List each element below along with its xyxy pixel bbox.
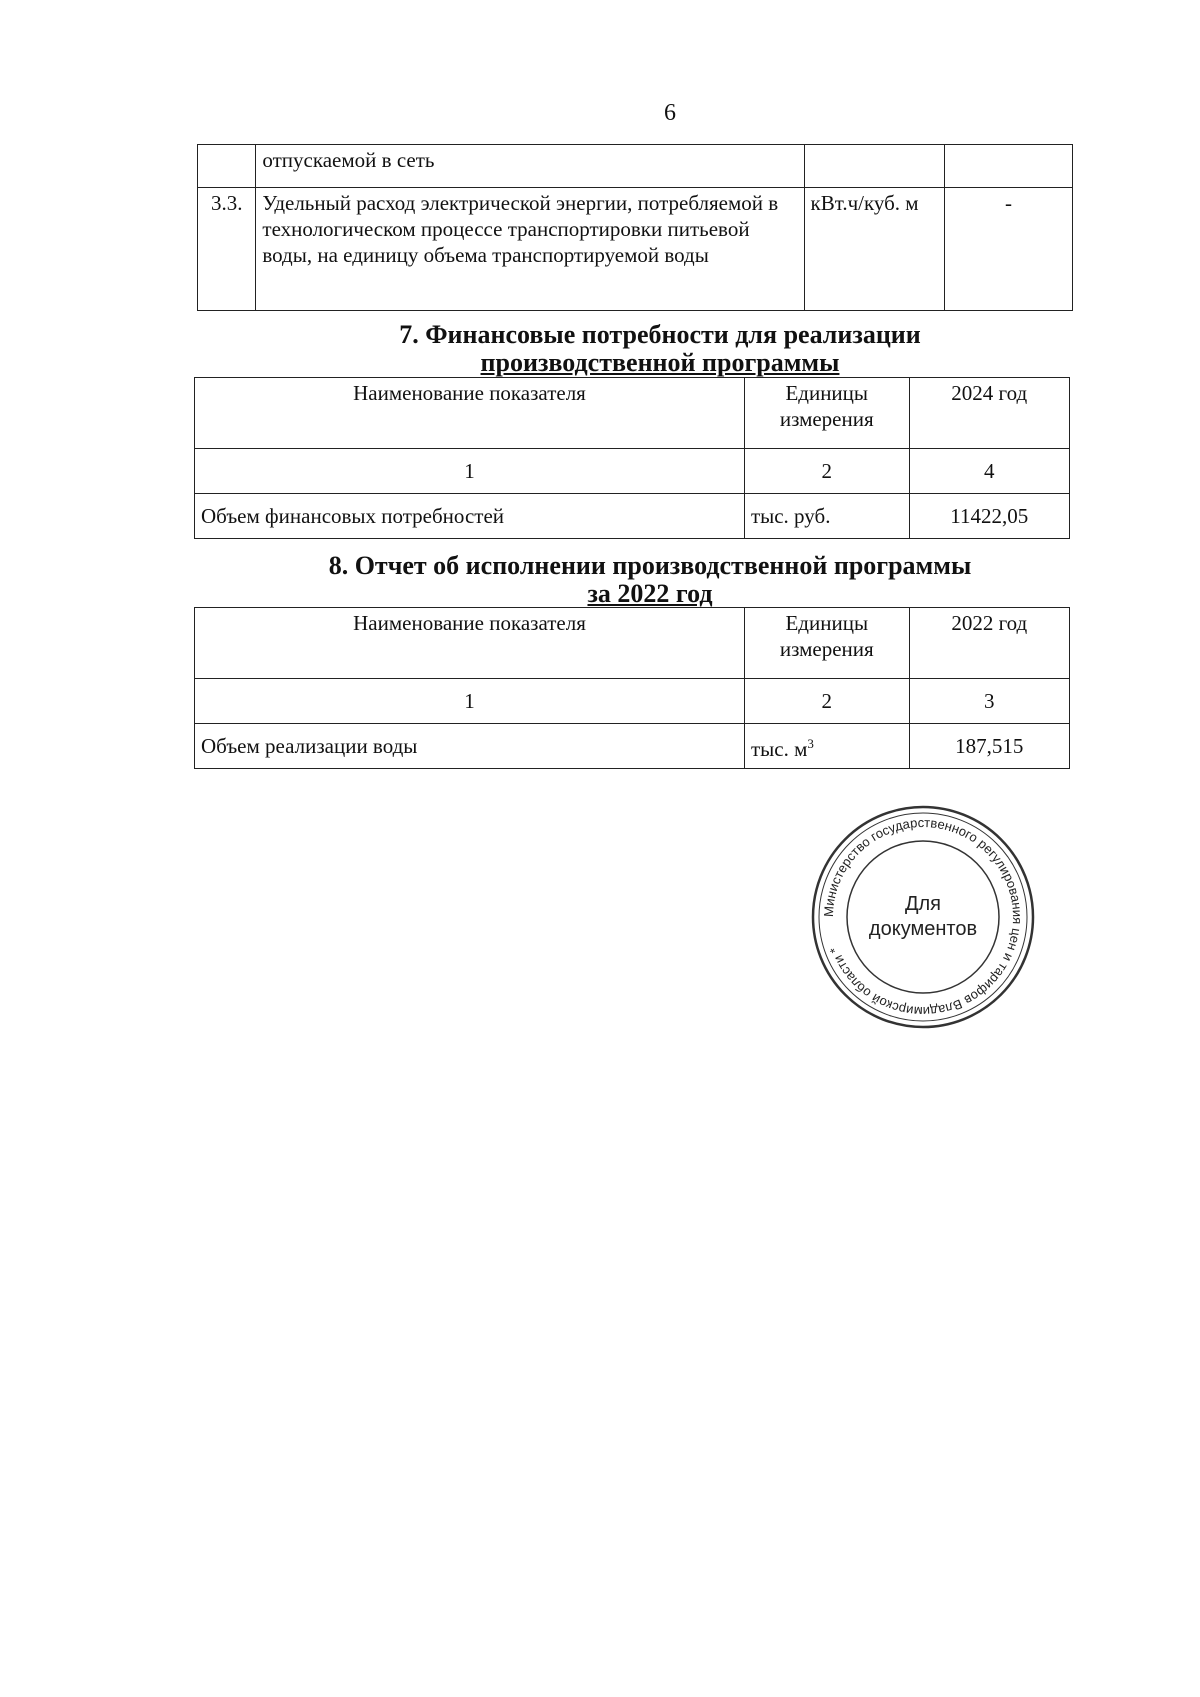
financial-needs-table [194,377,1070,539]
column-index: 2 [745,679,910,724]
indicator-name-cell: Объем реализации воды [195,724,745,769]
column-index: 4 [909,449,1069,494]
table-row [198,145,1073,188]
value-cell: 11422,05 [909,494,1069,539]
stamp-outer-circle [813,807,1033,1027]
header-unit: Единицы измерения [744,378,909,449]
header-indicator-name: Наименование показателя [195,608,745,679]
unit-text: тыс. м [751,736,808,761]
unit-cell: кВт.ч/куб. м [804,188,944,311]
header-year: 2024 год [909,378,1069,449]
page-number: 6 [664,100,676,126]
row-number-cell: 3.3. [198,188,256,311]
section-7-title-line: 7. Финансовые потребности для реализации [399,320,921,349]
section-8-title-line: за 2022 год [587,579,713,608]
table-row [195,724,1070,769]
unit-cell [804,145,944,188]
table-header-row [195,608,1070,679]
section-7-title-line: производственной программы [480,348,840,377]
value-cell [944,145,1072,188]
indicator-name-cell: Объем финансовых потребностей [195,494,745,539]
program-report-table [194,607,1070,769]
table-header-row [195,378,1070,449]
stamp-inner-circle [847,841,999,993]
value-cell: - [944,188,1072,311]
section-8-title [190,552,1110,608]
column-index: 3 [909,679,1069,724]
stamp-ring-text: Министерство государственного регулирования цен и тарифов Владимирской области * [820,814,1026,1020]
header-indicator-name: Наименование показателя [195,378,745,449]
column-index-row [195,449,1070,494]
section-7-title [240,321,1080,377]
column-index-row [195,679,1070,724]
table-row [195,494,1070,539]
unit-superscript: 3 [807,735,814,751]
column-index: 2 [744,449,909,494]
header-year: 2022 год [909,608,1069,679]
indicator-table-continuation [197,144,1073,311]
header-unit: Единицы измерения [745,608,910,679]
stamp-outer-inner-circle [819,813,1027,1021]
column-index: 1 [195,449,745,494]
row-number-cell [198,145,256,188]
section-8-title-line: 8. Отчет об исполнении производственной программы [328,551,972,580]
indicator-name-cell: отпускаемой в сеть [256,145,804,188]
unit-cell [745,724,910,769]
official-stamp [808,802,1038,1032]
column-index: 1 [195,679,745,724]
value-cell: 187,515 [909,724,1069,769]
indicator-name-cell: Удельный расход электрической энергии, потребляемой в технологическом процессе транспортировки питьевой воды, на единицу объема транспортируемой воды [256,188,804,311]
unit-cell: тыс. руб. [744,494,909,539]
table-row [198,188,1073,311]
stamp-center-line: документов [868,918,978,940]
stamp-center-line: Для [904,893,942,915]
